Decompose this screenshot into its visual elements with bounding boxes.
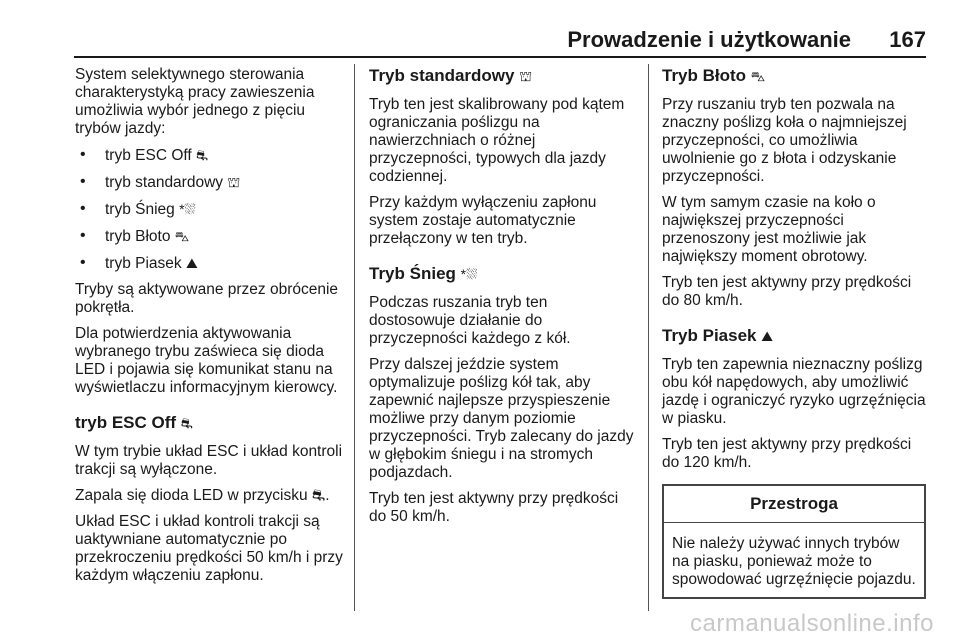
snow-paragraph: Podczas ruszania tryb ten dostosowuje działanie do przyczepności każdego z kół. — [369, 294, 571, 347]
intro-paragraph: System selektywnego sterowania charakterystyką pracy zawieszenia umożliwia wybór jednego z pięciu trybów jazdy: — [75, 66, 315, 137]
list-item: • tryb ESC Off ⛐ — [80, 146, 209, 164]
sand-paragraph: Tryb ten jest aktywny przy prędkości do 120 km/h. — [662, 436, 912, 471]
esc-off-icon: ⛐ — [196, 147, 209, 163]
standard-paragraph: Tryb ten jest skalibrowany pod kątem ograniczania poślizgu na nawierzchniach o różnej przyczepności, typowych dla jazdy codziennej. — [369, 96, 625, 185]
warning-box — [662, 484, 926, 599]
mud-mode-icon: ⛍ — [174, 228, 190, 244]
mud-mode-heading: Tryb Błoto ⛍ — [662, 66, 766, 85]
standard-mode-icon: ⛫ — [519, 68, 533, 84]
column-divider — [648, 64, 649, 611]
sand-paragraph: Tryb ten zapewnia nieznaczny poślizg obu kół napędowych, aby umożliwić jazdę i ograniczyć ryzyko ugrzęźnięcia w piasku. — [662, 356, 926, 427]
snow-paragraph: Tryb ten jest aktywny przy prędkości do 50 km/h. — [369, 490, 619, 525]
column-divider — [354, 64, 355, 611]
snow-mode-icon: *⛆ — [179, 201, 196, 217]
warning-title: Przestroga — [664, 486, 924, 523]
column-3 — [662, 66, 926, 599]
list-item: • tryb Piasek ⛰ — [80, 254, 198, 272]
confirm-paragraph: Dla potwierdzenia aktywowania wybranego trybu zaświeca się dioda LED i pojawia się komunikat stanu na wyświetlaczu informacyjnym kierowcy. — [75, 325, 338, 396]
esc-off-heading: tryb ESC Off ⛐ — [75, 413, 193, 432]
snow-mode-heading: Tryb Śnieg *⛆ — [369, 264, 478, 283]
esc-paragraph: Układ ESC i układ kontroli trakcji są uaktywniane automatycznie po przekroczeniu prędkości 50 km/h i przy każdym włączeniu zapłonu. — [75, 513, 343, 584]
mud-paragraph: W tym samym czasie na koło o największej przyczepności przenoszony jest możliwie jak największy moment obrotowy. — [662, 194, 876, 265]
column-2 — [369, 66, 637, 534]
watermark: carmanualsonline.info — [690, 610, 934, 637]
activation-paragraph: Tryby są aktywowane przez obrócenie pokrętła. — [75, 281, 339, 316]
mud-paragraph: Przy ruszaniu tryb ten pozwala na znaczny poślizg koła o najmniejszej przyczepności, co umożliwia uwolnienie go z błota i odzyskanie przyczepności. — [662, 96, 907, 185]
page-header — [74, 24, 926, 58]
mud-paragraph: Tryb ten jest aktywny przy prędkości do 80 km/h. — [662, 274, 912, 309]
snow-mode-icon: *⛆ — [460, 266, 478, 282]
sand-mode-icon: ⛰ — [185, 255, 198, 271]
sand-mode-heading: Tryb Piasek ⛰ — [662, 326, 774, 345]
column-1 — [75, 66, 343, 593]
page-number: 167 — [889, 27, 926, 52]
standard-paragraph: Przy każdym wyłączeniu zapłonu system zostaje automatycznie przełączony w ten tryb. — [369, 194, 597, 247]
esc-paragraph: W tym trybie układ ESC i układ kontroli trakcji są wyłączone. — [75, 443, 343, 478]
list-item: • tryb Śnieg *⛆ — [80, 200, 196, 218]
esc-paragraph: Zapala się dioda LED w przycisku ⛐. — [75, 487, 330, 504]
standard-mode-icon: ⛫ — [227, 174, 241, 190]
modes-list — [75, 146, 343, 273]
list-item: • tryb standardowy ⛫ — [80, 173, 241, 191]
esc-off-icon: ⛐ — [180, 415, 193, 431]
snow-paragraph: Przy dalszej jeździe system optymalizuje poślizg kół tak, aby zapewnić najlepsze przyspieszenie możliwe przy danym poziomie przyczepności. Tryb zalecany do jazdy w głębokim śniegu i na stromych podjazdach. — [369, 356, 634, 481]
warning-text: Nie należy używać innych trybów na piasku, ponieważ może to spowodować ugrzęźnięcie pojazdu. — [672, 535, 916, 588]
mud-mode-icon: ⛍ — [750, 68, 766, 84]
standard-mode-heading: Tryb standardowy ⛫ — [369, 66, 533, 85]
sand-mode-icon: ⛰ — [761, 328, 774, 344]
list-item: • tryb Błoto ⛍ — [80, 227, 190, 245]
section-title: Prowadzenie i użytkowanie — [567, 27, 851, 52]
